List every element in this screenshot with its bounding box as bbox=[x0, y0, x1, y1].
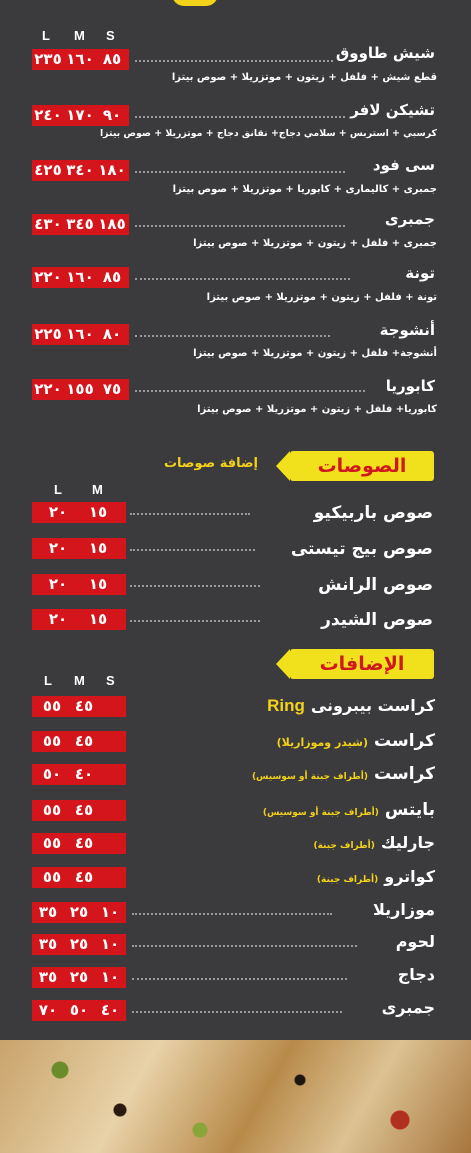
extra-name: كواترو(أطراف جبنة) bbox=[316, 867, 435, 886]
pizza-price-bar: ٢٣٥ ١٦٠ ٨٥ bbox=[32, 49, 129, 70]
extra-price-bar: ٥٥ ٤٥ bbox=[32, 833, 126, 854]
size-m-label: M bbox=[74, 673, 85, 688]
dotted-leader bbox=[130, 549, 255, 551]
pizza-name: سى فود bbox=[372, 156, 435, 174]
extra-name: جارليك(أطراف جبنة) bbox=[313, 833, 435, 852]
extra-name: كراست(شيدر وموزاريلا) bbox=[276, 731, 435, 751]
size-s-label: S bbox=[106, 28, 115, 43]
extras-size-header bbox=[34, 673, 134, 689]
pizza-description: أنشوجة+ فلفل + زيتون + موتزريلا + صوص بيتزا bbox=[193, 348, 437, 359]
dotted-leader bbox=[135, 335, 330, 337]
dotted-leader bbox=[135, 278, 350, 280]
size-l-label: L bbox=[44, 673, 52, 688]
sauce-price-bar: ٢٠ ١٥ bbox=[32, 538, 126, 559]
size-m-label: M bbox=[92, 482, 103, 497]
extra-price-bar: ٣٥ ٢٥ ١٠ bbox=[32, 967, 126, 988]
pizza-name: تونة bbox=[405, 264, 435, 282]
dotted-leader bbox=[135, 60, 333, 62]
size-l-label: L bbox=[54, 482, 62, 497]
extra-price-bar: ٧٠ ٥٠ ٤٠ bbox=[32, 1000, 126, 1021]
extra-price-bar: ٥٥ ٤٥ bbox=[32, 800, 126, 821]
pizza-name: أنشوجة bbox=[379, 321, 435, 339]
pizza-description: تونة + فلفل + زيتون + موتزريلا + صوص بيتزا bbox=[206, 292, 437, 303]
dotted-leader bbox=[135, 390, 365, 392]
dotted-leader bbox=[130, 620, 260, 622]
dotted-leader bbox=[132, 945, 357, 947]
size-l-label: L bbox=[42, 28, 50, 43]
extras-banner: الإضافات bbox=[290, 649, 434, 679]
sauce-price-bar: ٢٠ ١٥ bbox=[32, 574, 126, 595]
pizza-name: شيش طاووق bbox=[335, 44, 435, 62]
extra-price-bar: ٣٥ ٢٥ ١٠ bbox=[32, 902, 126, 923]
extra-note: (أطراف جبنة) bbox=[316, 875, 379, 885]
pizza-price-bar: ٤٣٠ ٣٤٥ ١٨٥ bbox=[32, 214, 129, 235]
pizza-name: جمبرى bbox=[384, 210, 435, 228]
extra-name: موزاريلا bbox=[373, 900, 435, 919]
dotted-leader bbox=[135, 225, 345, 227]
size-s-label: S bbox=[106, 673, 115, 688]
extra-name: جمبرى bbox=[381, 998, 435, 1017]
dotted-leader bbox=[132, 978, 347, 980]
sauces-banner: الصوصات bbox=[290, 451, 434, 481]
extra-note: Ring bbox=[267, 696, 305, 715]
pizza-description: جمبرى + كاليمارى + كابوريا + موتزريلا + صوص بيتزا bbox=[172, 184, 437, 195]
pizza-photo bbox=[0, 1040, 471, 1153]
dotted-leader bbox=[132, 1011, 342, 1013]
title-decoration bbox=[172, 0, 218, 6]
pizza-price-bar: ٢٢٠ ١٦٠ ٨٥ bbox=[32, 267, 129, 288]
pizza-price-bar: ٤٢٥ ٣٤٠ ١٨٠ bbox=[32, 160, 129, 181]
extra-price-bar: ٣٥ ٢٥ ١٠ bbox=[32, 934, 126, 955]
dotted-leader bbox=[130, 585, 260, 587]
extra-note: (أطراف جبنة) bbox=[313, 841, 375, 851]
pizza-price-bar: ٢٤٠ ١٧٠ ٩٠ bbox=[32, 105, 129, 126]
extra-note: (أطراف جبنة أو سوسيس) bbox=[251, 772, 368, 782]
extra-price-bar: ٥٥ ٤٥ bbox=[32, 696, 126, 717]
pizza-name: كابوريا bbox=[385, 377, 435, 395]
extra-price-bar: ٥٥ ٤٥ bbox=[32, 731, 126, 752]
sauce-name: صوص الرانش bbox=[318, 575, 433, 595]
sauce-size-header bbox=[34, 482, 134, 498]
sauce-price-bar: ٢٠ ١٥ bbox=[32, 609, 126, 630]
sauce-name: صوص بيج تيستى bbox=[290, 539, 433, 559]
pizza-description: جمبرى + فلفل + زيتون + موتزريلا + صوص بيتزا bbox=[193, 238, 437, 249]
dotted-leader bbox=[135, 171, 345, 173]
extra-price-bar: ٥٥ ٤٥ bbox=[32, 867, 126, 888]
extra-name: كراست بيبرونىRing bbox=[267, 696, 435, 715]
pizza-description: كابوريا+ فلفل + زيتون + موتزريلا + صوص بيتزا bbox=[197, 404, 437, 415]
sauce-price-bar: ٢٠ ١٥ bbox=[32, 502, 126, 523]
extra-name: كراست(أطراف جبنة أو سوسيس) bbox=[251, 764, 435, 784]
pizza-name: تشيكن لافر bbox=[350, 101, 435, 119]
sauce-name: صوص باربيكيو bbox=[313, 503, 433, 523]
dotted-leader bbox=[132, 913, 332, 915]
extra-price-bar: ٥٠ ٤٠ bbox=[32, 764, 126, 785]
pizza-price-bar: ٢٢٠ ١٥٥ ٧٥ bbox=[32, 379, 129, 400]
extra-name: لحوم bbox=[395, 932, 435, 951]
pizza-size-header bbox=[34, 28, 134, 44]
size-m-label: M bbox=[74, 28, 85, 43]
pizza-description: كرسبي + استربس + سلامي دجاج+ نقانق دجاج + موتزريلا + صوص بيتزا bbox=[99, 128, 437, 139]
dotted-leader bbox=[135, 116, 345, 118]
pizza-description: قطع شيش + فلفل + زيتون + موتزريلا + صوص بيتزا bbox=[171, 72, 437, 83]
extra-name: دجاج bbox=[397, 965, 435, 984]
sauce-name: صوص الشيدر bbox=[321, 610, 433, 630]
extra-name: بايتس(أطراف جبنة أو سوسيس) bbox=[262, 800, 435, 820]
extra-note: (أطراف جبنة أو سوسيس) bbox=[262, 808, 379, 818]
dotted-leader bbox=[130, 513, 250, 515]
add-sauces-label: إضافة صوصات bbox=[163, 456, 258, 471]
extra-note: (شيدر وموزاريلا) bbox=[276, 736, 368, 749]
pizza-price-bar: ٢٢٥ ١٦٠ ٨٠ bbox=[32, 324, 129, 345]
